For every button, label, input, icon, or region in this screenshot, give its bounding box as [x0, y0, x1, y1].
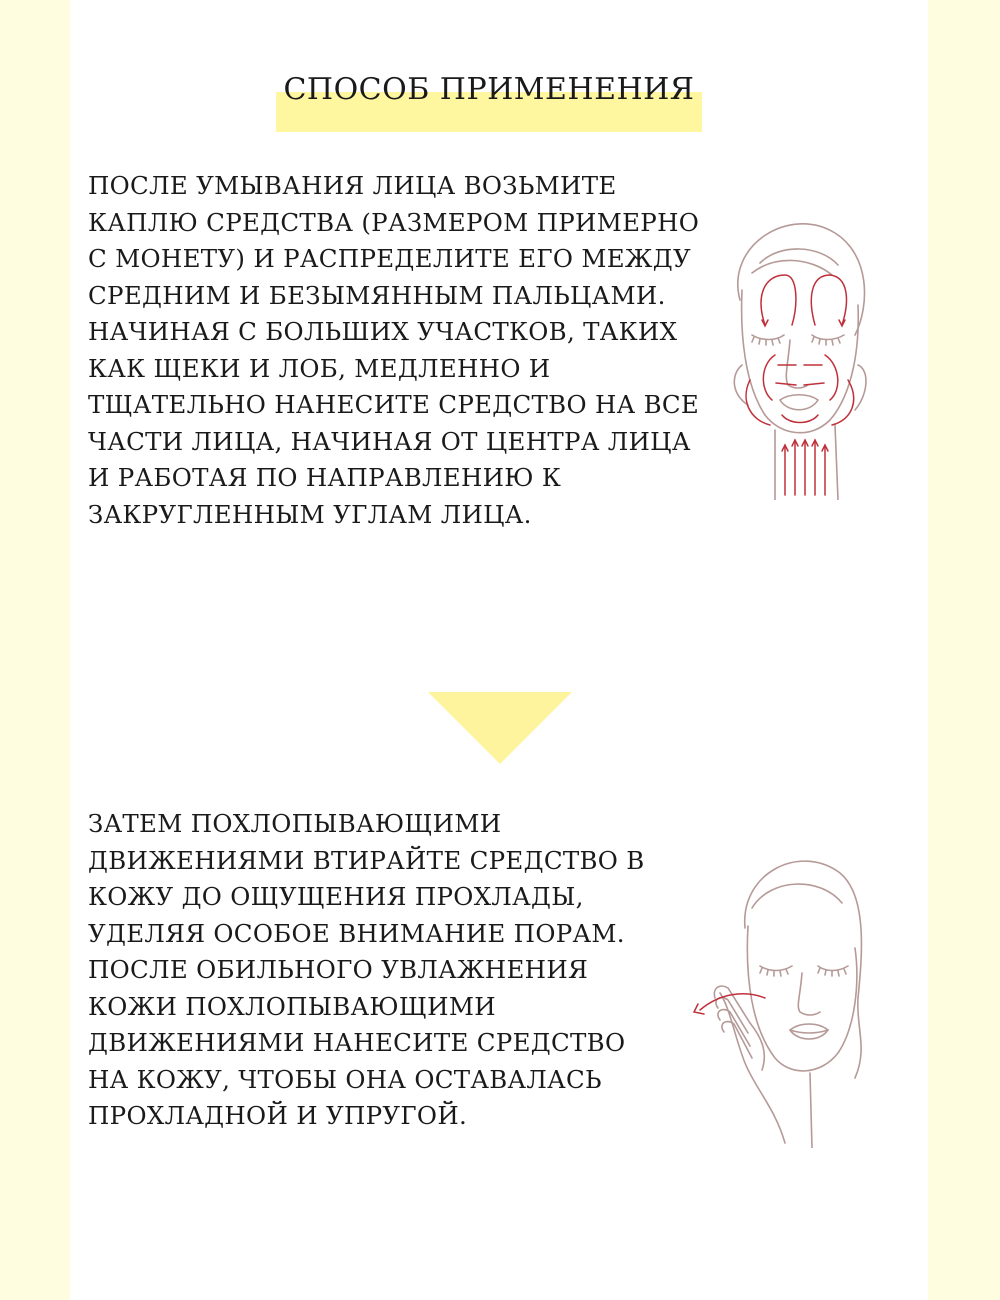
- step-1-line: НАЧИНАЯ С БОЛЬШИХ УЧАСТКОВ, ТАКИХ: [88, 317, 678, 346]
- step-1-line: КАПЛЮ СРЕДСТВА (РАЗМЕРОМ ПРИМЕРНО: [88, 207, 700, 237]
- step-2-line: ПОСЛЕ ОБИЛЬНОГО УВЛАЖНЕНИЯ: [88, 955, 589, 984]
- step-2-line: ДВИЖЕНИЯМИ НАНЕСИТЕ СРЕДСТВО: [88, 1028, 626, 1057]
- step-1-line: С МОНЕТУ) И РАСПРЕДЕЛИТЕ ЕГО МЕЖДУ: [88, 244, 691, 273]
- step-1-line: КАК ЩЕКИ И ЛОБ, МЕДЛЕННО И: [88, 353, 551, 383]
- step-1-line: ЧАСТИ ЛИЦА, НАЧИНАЯ ОТ ЦЕНТРА ЛИЦА: [88, 426, 691, 456]
- step-1-line: ТЩАТЕЛЬНО НАНЕСИТЕ СРЕДСТВО НА ВСЕ: [88, 390, 700, 419]
- step-1-line: ЗАКРУГЛЕННЫМ УГЛАМ ЛИЦА.: [88, 499, 532, 529]
- step-2-line: ПРОХЛАДНОЙ И УПРУГОЙ.: [88, 1101, 468, 1130]
- step-2-line: ЗАТЕМ ПОХЛОПЫВАЮЩИМИ: [88, 809, 502, 838]
- face-patting-icon: [690, 848, 880, 1148]
- step-1-line: СРЕДНИМ И БЕЗЫМЯННЫМ ПАЛЬЦАМИ.: [88, 280, 666, 310]
- step-2-line: ДВИЖЕНИЯМИ ВТИРАЙТЕ СРЕДСТВО В: [88, 845, 645, 875]
- page-title: СПОСОБ ПРИМЕНЕНИЯ: [283, 72, 695, 107]
- section-title: [276, 70, 702, 132]
- step-2-line: УДЕЛЯЯ ОСОБОЕ ВНИМАНИЕ ПОРАМ.: [88, 918, 625, 948]
- step-1-line: ПОСЛЕ УМЫВАНИЯ ЛИЦА ВОЗЬМИТЕ: [88, 171, 617, 200]
- step-2-text: [88, 806, 645, 1135]
- face-massage-directions-icon: [720, 215, 875, 500]
- down-arrow-icon: [428, 692, 572, 764]
- step-2-line: КОЖУ ДО ОЩУЩЕНИЯ ПРОХЛАДЫ,: [88, 882, 584, 911]
- step-1-line: И РАБОТАЯ ПО НАПРАВЛЕНИЮ К: [88, 463, 562, 492]
- step-2-line: КОЖИ ПОХЛОПЫВАЮЩИМИ: [88, 991, 496, 1021]
- step-2-line: НА КОЖУ, ЧТОБЫ ОНА ОСТАВАЛАСЬ: [88, 1064, 602, 1094]
- step-1-text: [88, 168, 699, 533]
